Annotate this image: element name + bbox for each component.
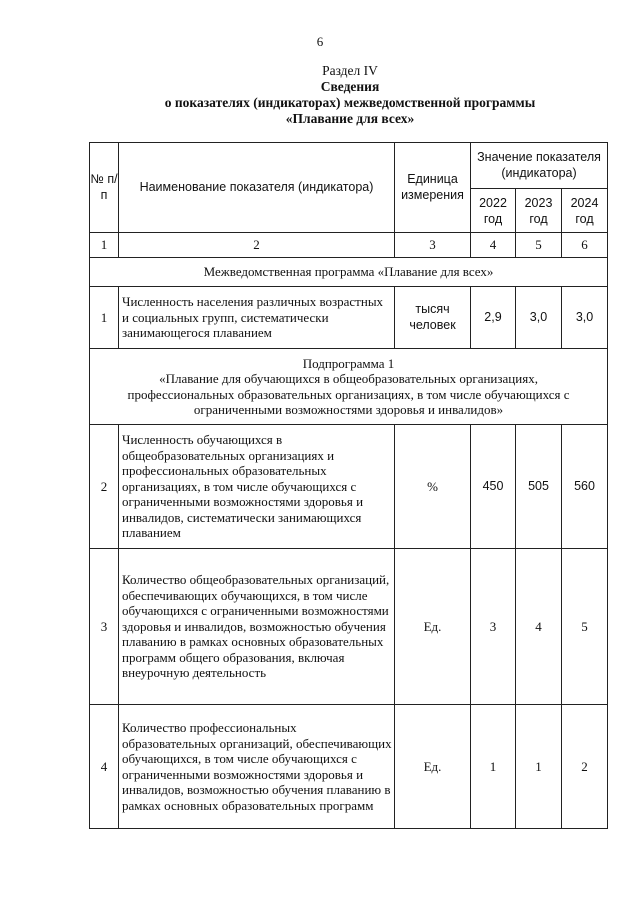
row-value-2023: 3,0 xyxy=(516,287,562,349)
subprogram-row xyxy=(90,349,608,425)
table-row xyxy=(90,287,608,349)
document-heading xyxy=(0,63,640,127)
header-unit: Единица измерения xyxy=(395,143,471,233)
col-number: 6 xyxy=(562,233,608,258)
col-number: 4 xyxy=(471,233,516,258)
header-name: Наименование показателя (индикатора) xyxy=(119,143,395,233)
program-row xyxy=(90,258,608,287)
indicators-table xyxy=(89,142,608,829)
row-name-text: Количество профессиональных образовательных организаций, обеспечивающих обучающихся, в том числе обучающихся с ограниченными возможностями здоровья и инвалидов, возможностью обучения плаванию в рамках основных образовательных программ xyxy=(122,720,392,813)
heading-title: Сведения xyxy=(320,79,380,94)
header-value: Значение показателя (индикатора) xyxy=(471,143,608,189)
heading-subtitle: о показателях (индикаторах) межведомственной программы xyxy=(164,95,536,110)
row-name-text: Количество общеобразовательных организаций, обеспечивающих обучающихся, в том числе обучающихся с ограниченными возможностями здоровья и инвалидов, возможностью обучения плаванию в рамках основных образовательных программ общего образования, включая внеурочную деятельность xyxy=(122,572,390,681)
row-unit: Ед. xyxy=(395,705,471,829)
subprogram-cell xyxy=(90,349,608,425)
table-row xyxy=(90,549,608,705)
row-value-2022: 1 xyxy=(471,705,516,829)
row-name xyxy=(119,425,395,549)
subprogram-text: «Плавание для обучающихся в общеобразовательных организациях, профессиональных образовательных организациях, в том числе обучающихся с ограниченными возможностями здоровья и инвалидов» xyxy=(127,371,570,417)
row-value-2023: 505 xyxy=(516,425,562,549)
row-num: 3 xyxy=(90,549,119,705)
row-num: 1 xyxy=(90,287,119,349)
row-value-2024: 2 xyxy=(562,705,608,829)
header-year-2022: 2022 год xyxy=(471,189,516,233)
row-name-text: Численность обучающихся в общеобразовательных организациях и профессиональных образовательных организациях, в том числе обучающихся с ограниченными возможностями здоровья и инвалидов, систематически занимающихся плаванием xyxy=(122,432,364,541)
program-title: Межведомственная программа «Плавание для всех» xyxy=(90,258,608,287)
row-name: Численность населения различных возрастных и социальных групп, систематически занимающегося плаванием xyxy=(119,287,395,349)
row-value-2022: 3 xyxy=(471,549,516,705)
heading-program-name: «Плавание для всех» xyxy=(285,111,415,126)
column-numbers-row xyxy=(90,233,608,258)
header-row xyxy=(90,143,608,189)
header-num: № п/п xyxy=(90,143,119,233)
col-number: 1 xyxy=(90,233,119,258)
row-num: 4 xyxy=(90,705,119,829)
row-value-2023: 1 xyxy=(516,705,562,829)
row-name xyxy=(119,549,395,705)
row-value-2024: 5 xyxy=(562,549,608,705)
row-value-2024: 3,0 xyxy=(562,287,608,349)
col-number: 2 xyxy=(119,233,395,258)
page-number: 6 xyxy=(316,34,324,49)
row-value-2022: 2,9 xyxy=(471,287,516,349)
row-value-2022: 450 xyxy=(471,425,516,549)
row-value-2023: 4 xyxy=(516,549,562,705)
header-year-2023: 2023 год xyxy=(516,189,562,233)
row-name xyxy=(119,705,395,829)
row-unit: % xyxy=(395,425,471,549)
table-row xyxy=(90,425,608,549)
header-year-2024: 2024 год xyxy=(562,189,608,233)
row-value-2024: 560 xyxy=(562,425,608,549)
col-number: 5 xyxy=(516,233,562,258)
row-unit: тысяч человек xyxy=(395,287,471,349)
table-row xyxy=(90,705,608,829)
col-number: 3 xyxy=(395,233,471,258)
row-num: 2 xyxy=(90,425,119,549)
section-label: Раздел IV xyxy=(322,63,378,78)
subprogram-title: Подпрограмма 1 xyxy=(302,355,395,371)
row-unit: Ед. xyxy=(395,549,471,705)
